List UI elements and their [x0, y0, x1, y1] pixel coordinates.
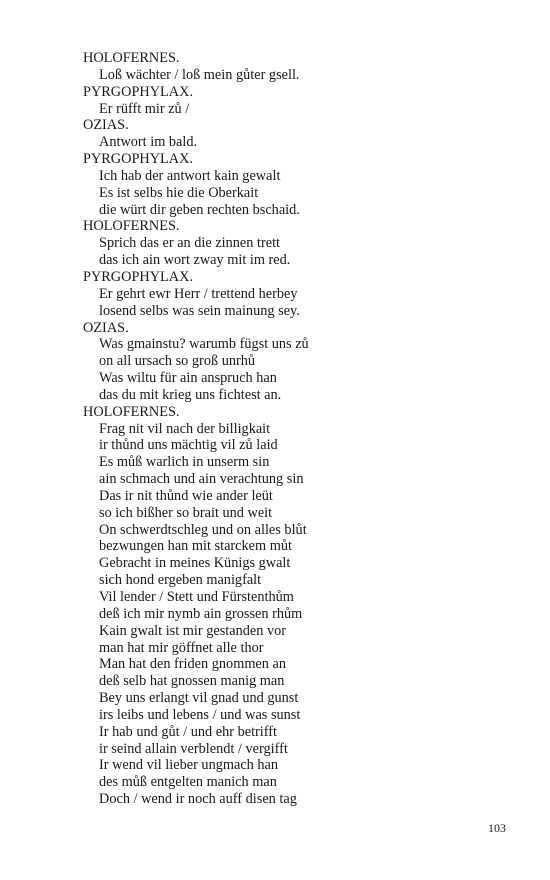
verse-line: On schwerdtschleg und on alles blůt [99, 521, 307, 538]
verse-line: ir thůnd uns mächtig vil zů laid [99, 437, 278, 454]
verse-line: das du mit krieg uns fichtest an. [99, 386, 282, 403]
verse-line: Es ist selbs hie die Oberkait [99, 184, 259, 201]
page-number: 103 [488, 821, 506, 835]
speaker-name: PYRGOPHYLAX. [83, 268, 194, 285]
speaker-name: OZIAS. [83, 319, 129, 336]
verse-line: Was gmainstu? warumb fügst uns zů [99, 336, 309, 353]
verse-line: Gebracht in meines Künigs gwalt [99, 555, 291, 572]
verse-line: sich hond ergeben manigfalt [99, 572, 262, 589]
verse-line: Antwort im bald. [99, 134, 198, 151]
verse-line: Loß wächter / loß mein gůter gsell. [99, 66, 300, 83]
speaker-name: HOLOFERNES. [83, 218, 180, 235]
verse-line: das ich ain wort zway mit im red. [99, 252, 291, 269]
speaker-name: PYRGOPHYLAX. [83, 151, 194, 168]
verse-line: deß selb hat gnossen manig man [99, 673, 285, 690]
verse-line: Bey uns erlangt vil gnad und gunst [99, 690, 299, 707]
verse-line: Ich hab der antwort kain gewalt [99, 167, 281, 184]
verse-line: Es můß warlich in unserm sin [99, 454, 270, 471]
speaker-name: HOLOFERNES. [83, 403, 180, 420]
verse-line: Er gehrt ewr Herr / trettend herbey [99, 285, 298, 302]
verse-line: Er rüfft mir zů / [99, 100, 190, 117]
verse-line: Kain gwalt ist mir gestanden vor [99, 622, 287, 639]
verse-line: bezwungen han mit starckem můt [99, 538, 292, 555]
verse-line: so ich bißher so brait und weit [99, 504, 273, 521]
verse-line: Vil lender / Stett und Fürstenthům [99, 589, 294, 605]
verse-line: Man hat den friden gnommen an [99, 656, 286, 673]
verse-line: Sprich das er an die zinnen trett [99, 235, 281, 252]
verse-line: losend selbs was sein mainung sey. [99, 302, 300, 319]
verse-line: Frag nit vil nach der billigkait [99, 420, 271, 437]
verse-line: man hat mir göffnet alle thor [99, 639, 264, 656]
verse-line: ain schmach und ain verachtung sin [99, 471, 304, 488]
verse-line: Doch / wend ir noch auff disen tag [99, 791, 297, 808]
speaker-name: HOLOFERNES. [83, 50, 180, 66]
verse-line: des můß entgelten manich man [99, 774, 277, 791]
verse-line: deß ich mir nymb ain grossen rhům [99, 605, 303, 622]
verse-line: die würt dir geben rechten bschaid. [99, 201, 300, 218]
verse-line: Ir wend vil lieber ungmach han [99, 757, 279, 774]
verse-line: Das ir nit thůnd wie ander leüt [99, 487, 273, 504]
speaker-name: OZIAS. [83, 117, 129, 134]
verse-line: ir seind allain verblendt / vergifft [99, 740, 288, 757]
play-text [83, 50, 309, 808]
speaker-name: PYRGOPHYLAX. [83, 83, 194, 100]
verse-line: irs leibs und lebens / und was sunst [99, 706, 301, 723]
verse-line: Was wiltu für ain anspruch han [99, 370, 277, 387]
verse-line: Ir hab und gůt / und ehr betrifft [99, 723, 278, 740]
verse-line: on all ursach so groß unrhů [99, 353, 256, 370]
